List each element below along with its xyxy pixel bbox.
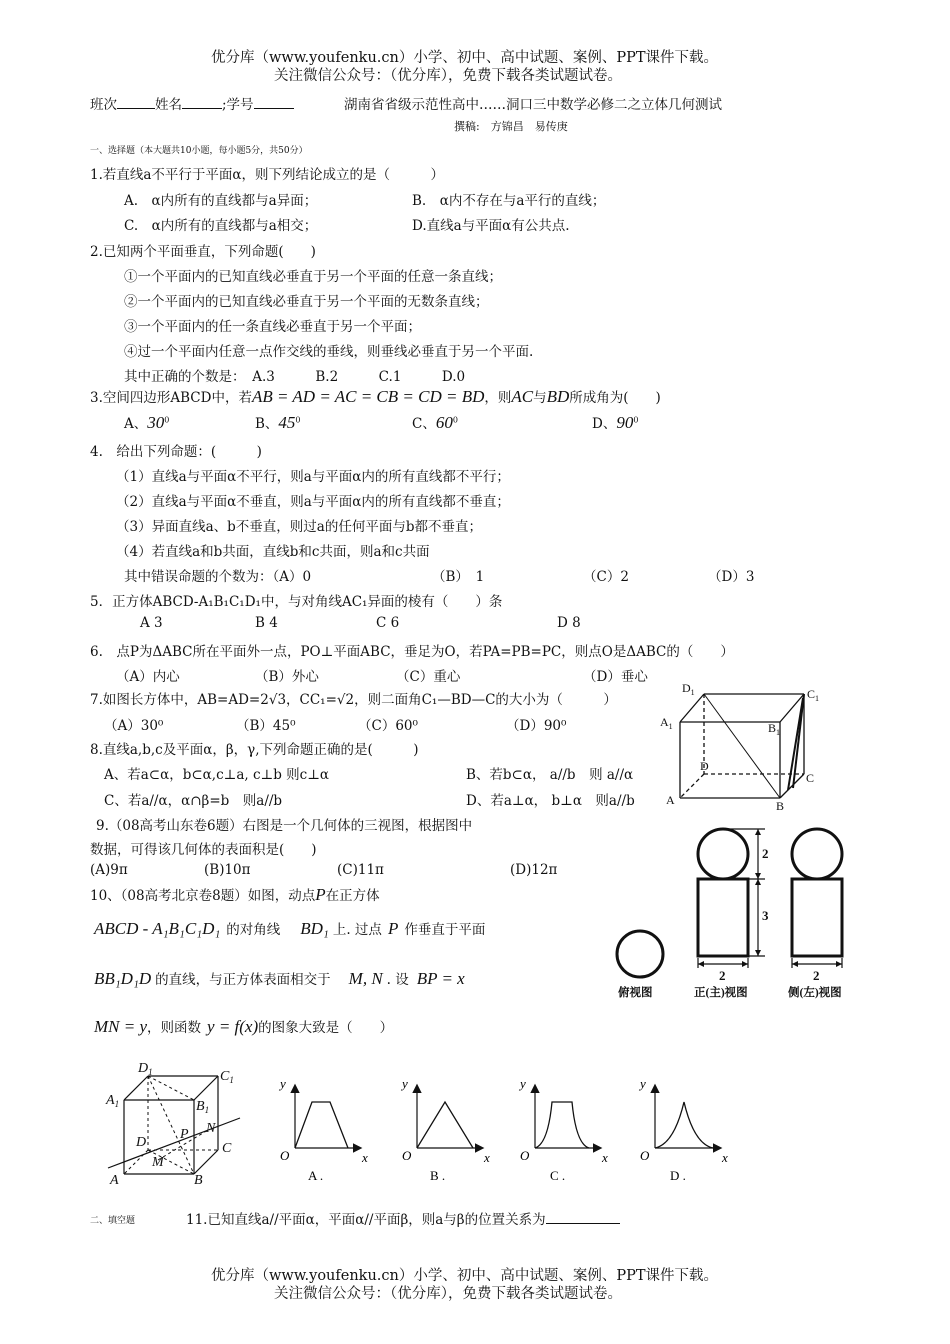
q10-line-4: MN = y，则函数 y = f(x)的图象大致是（ ） [94,1017,394,1036]
q1-stem: 1.若直线a不平行于平面α，则下列结论成立的是（ ） [90,167,445,183]
q11-answer-blank[interactable] [546,1211,620,1224]
svg-text:x: x [362,1150,368,1165]
dim-label-2: 2 [762,846,769,861]
svg-text:O: O [520,1148,530,1163]
q9-option-d: (D)12π [510,862,558,878]
q5-option-b: B 4 [255,615,278,631]
q8-option-a: A、若a⊂α，b⊂α,c⊥a, c⊥b 则c⊥α [104,767,330,783]
cube-label-p: P [180,1127,189,1142]
q3-option-a: A、$30^0$ [124,413,170,432]
footer-line-1: 优分库（www.youfenku.cn）小学、初中、高中试题、案例、PPT课件下载。 [211,1268,719,1284]
box-label-c: C [806,771,815,785]
q1-option-a: A. α内所有的直线都与a异面； [124,193,318,209]
q9-line-1: 9.（08高考山东卷6题）右图是一个几何体的三视图，根据图中 [96,818,473,834]
q7-box-figure [652,680,832,810]
q5-option-a: A 3 [140,615,163,631]
q3-and: 与 [533,390,547,406]
svg-text:O: O [402,1148,412,1163]
q8-option-b: B、若b⊂α， a//b 则 a//α [466,767,634,783]
section-1-heading: 一、选择题（本大题共10小题，每小题5分，共50分） [90,146,308,156]
q10-line-3: BB₁D₁D 的直线，与正方体表面相交于 M, N . 设 BP = x [94,969,465,988]
box-label-a: A [666,793,675,807]
q3-post: 所成角为( ) [569,390,661,406]
q3-ac: AC [511,387,534,406]
width-label-front: 2 [719,968,726,983]
section-2-heading: 二、填空题 [90,1216,136,1226]
q2-stem: 2.已知两个平面垂直，下列命题( ) [90,244,316,260]
name-label: 姓名 [155,97,182,113]
q4-option-b: （B） 1 [432,569,485,585]
q5-option-d: D 8 [557,615,581,631]
cube-label-n: N [206,1121,216,1136]
q10-cube-figure [98,1058,258,1188]
svg-text:O: O [640,1148,650,1163]
q3-mid: ，则 [484,390,512,406]
box-label-d: D [700,759,709,773]
svg-text:y: y [280,1076,286,1091]
q9-three-views [610,818,870,1004]
cube-label-b: B [194,1173,203,1188]
id-blank[interactable] [254,96,294,109]
q7-option-d: （D）90⁰ [506,718,567,734]
q8-stem: 8.直线a,b,c及平面α，β，γ,下列命题正确的是( ) [90,742,419,758]
cube-label-b1: $B_1$ [196,1099,210,1115]
footer-line-2: 关注微信公众号：（优分库），免费下载各类试题试卷。 [274,1286,622,1302]
cube-label-m: M [152,1155,164,1170]
q4-statement-1: （1）直线a与平面α不平行，则a与平面α内的所有直线都不平行； [116,469,510,485]
class-blank[interactable] [117,96,155,109]
q3-option-c: C、$60^0$ [412,413,458,432]
q7-option-a: （A）30⁰ [104,718,164,734]
q10-line-1: 10、（08高考北京卷8题）如图，动点P在正方体 [90,885,380,904]
header-line-1: 优分库（www.youfenku.cn）小学、初中、高中试题、案例、PPT课件下载。 [211,50,719,66]
svg-text:y: y [402,1076,408,1091]
student-info [90,93,294,113]
q10-line-2: ABCD - A₁B₁C₁D₁ 的对角线 BD₁ 上. 过点 P 作垂直于平面 [94,919,486,938]
q6-option-d: （D）垂心 [583,669,648,685]
cube-label-d: D [136,1135,147,1150]
q5-option-c: C 6 [376,615,400,631]
q3-pre: 3.空间四边形ABCD中，若 [90,390,252,406]
graph-b-label: B . [430,1168,446,1183]
q6-option-b: （B）外心 [255,669,319,685]
graph-d-label: D . [670,1168,686,1183]
q1-option-d: D.直线a与平面α有公共点. [412,218,570,234]
cube-label-c1: $C_1$ [220,1069,234,1085]
graph-d[interactable] [638,1076,728,1183]
svg-text:x: x [602,1150,608,1165]
q4-option-d: （D）3 [708,569,755,585]
q4-stem: 4. 给出下列命题：( ) [90,444,262,460]
q9-line-2: 数据，可得该几何体的表面积是( ) [90,842,317,858]
q9-option-a: (A)9π [90,862,128,878]
class-label: 班次 [90,97,117,113]
q10-graph-options [270,1072,770,1192]
q2-statement-3: ③一个平面内的任一条直线必垂直于另一个平面； [124,319,421,335]
q5-stem: 5．正方体ABCD-A₁B₁C₁D₁中，与对角线AC₁异面的棱有（ ）条 [90,594,503,610]
q6-option-c: （C）重心 [396,669,461,685]
graph-a[interactable] [278,1076,368,1183]
q8-option-c: C、若a//α，α∩β=b 则a//b [104,793,283,809]
box-label-a1: $A_1$ [660,715,673,731]
q2-count: 其中正确的个数是： A.3 B.2 C.1 D.0 [124,369,466,385]
q2-statement-4: ④过一个平面内任意一点作交线的垂线，则垂线必垂直于另一个平面. [124,344,534,360]
q3-option-d: D、$90^0$ [592,413,639,432]
q7-option-b: （B）45⁰ [236,718,296,734]
header-line-2: 关注微信公众号：（优分库），免费下载各类试题试卷。 [274,68,622,84]
q7-option-c: （C）60⁰ [358,718,418,734]
width-label-side: 2 [813,968,820,983]
q3-bd: BD [546,387,570,406]
name-blank[interactable] [182,96,222,109]
q3-option-b: B、$45^0$ [255,413,301,432]
id-label: ;学号 [222,97,254,113]
label-top-view: 俯视图 [618,987,653,999]
q2-statement-1: ①一个平面内的已知直线必垂直于另一个平面的任意一条直线； [124,269,502,285]
q6-option-a: （A）内心 [116,669,180,685]
cube-label-d1: $D_1$ [138,1061,153,1077]
q3-equation: AB = AD = AC = CB = CD = BD [251,387,485,406]
svg-text:y: y [640,1076,646,1091]
q9-option-b: (B)10π [204,862,251,878]
q4-statement-4: （4）若直线a和b共面，直线b和c共面，则a和c共面 [116,544,430,560]
q7-stem: 7.如图长方体中，AB=AD=2√3，CC₁=√2，则二面角C₁—BD—C的大小为（ ） [90,692,617,708]
q4-statement-3: （3）异面直线a、b不垂直，则过a的任何平面与b都不垂直； [116,519,482,535]
q1-option-b: B. α内不存在与a平行的直线； [412,193,606,209]
dim-label-3: 3 [762,908,769,923]
q8-option-d: D、若a⊥α， b⊥α 则a//b [466,793,635,809]
box-label-b1: $B_1$ [768,721,781,737]
graph-c-label: C . [550,1168,566,1183]
label-front-view: 正(主)视图 [694,987,748,999]
q1-option-c: C. α内所有的直线都与a相交； [124,218,318,234]
box-label-c1: $C_1$ [807,687,820,703]
q6-stem: 6. 点P为ΔABC所在平面外一点，PO⊥平面ABC，垂足为O，若PA=PB=PC，则点O是ΔABC的（ ） [90,644,734,660]
box-label-d1: $D_1$ [682,681,695,697]
q4-option-a: 其中错误命题的个数为：（A）0 [124,569,312,585]
cube-label-a: A [110,1173,119,1188]
q11-stem: 11.已知直线a//平面α，平面α//平面β，则a与β的位置关系为 [186,1208,620,1228]
q4-option-c: （C）2 [583,569,629,585]
exam-authors: 撰稿: 方锦昌 易传庚 [454,120,568,133]
svg-text:x: x [722,1150,728,1165]
q2-statement-2: ②一个平面内的已知直线必垂直于另一个平面的无数条直线； [124,294,489,310]
box-label-b: B [776,799,785,810]
q3-stem [90,386,661,407]
svg-text:y: y [520,1076,526,1091]
cube-label-a1: $A_1$ [106,1093,120,1109]
graph-b[interactable] [400,1076,490,1183]
cube-label-c: C [222,1141,232,1156]
label-side-view: 侧(左)视图 [788,987,842,999]
exam-title: 湖南省省级示范性高中……洞口三中数学必修二之立体几何测试 [344,97,722,113]
q4-statement-2: （2）直线a与平面α不垂直，则a与平面α内的所有直线都不垂直； [116,494,510,510]
svg-text:x: x [484,1150,490,1165]
graph-c[interactable] [518,1076,608,1183]
q9-option-c: (C)11π [337,862,384,878]
svg-text:O: O [280,1148,290,1163]
graph-a-label: A . [308,1168,324,1183]
